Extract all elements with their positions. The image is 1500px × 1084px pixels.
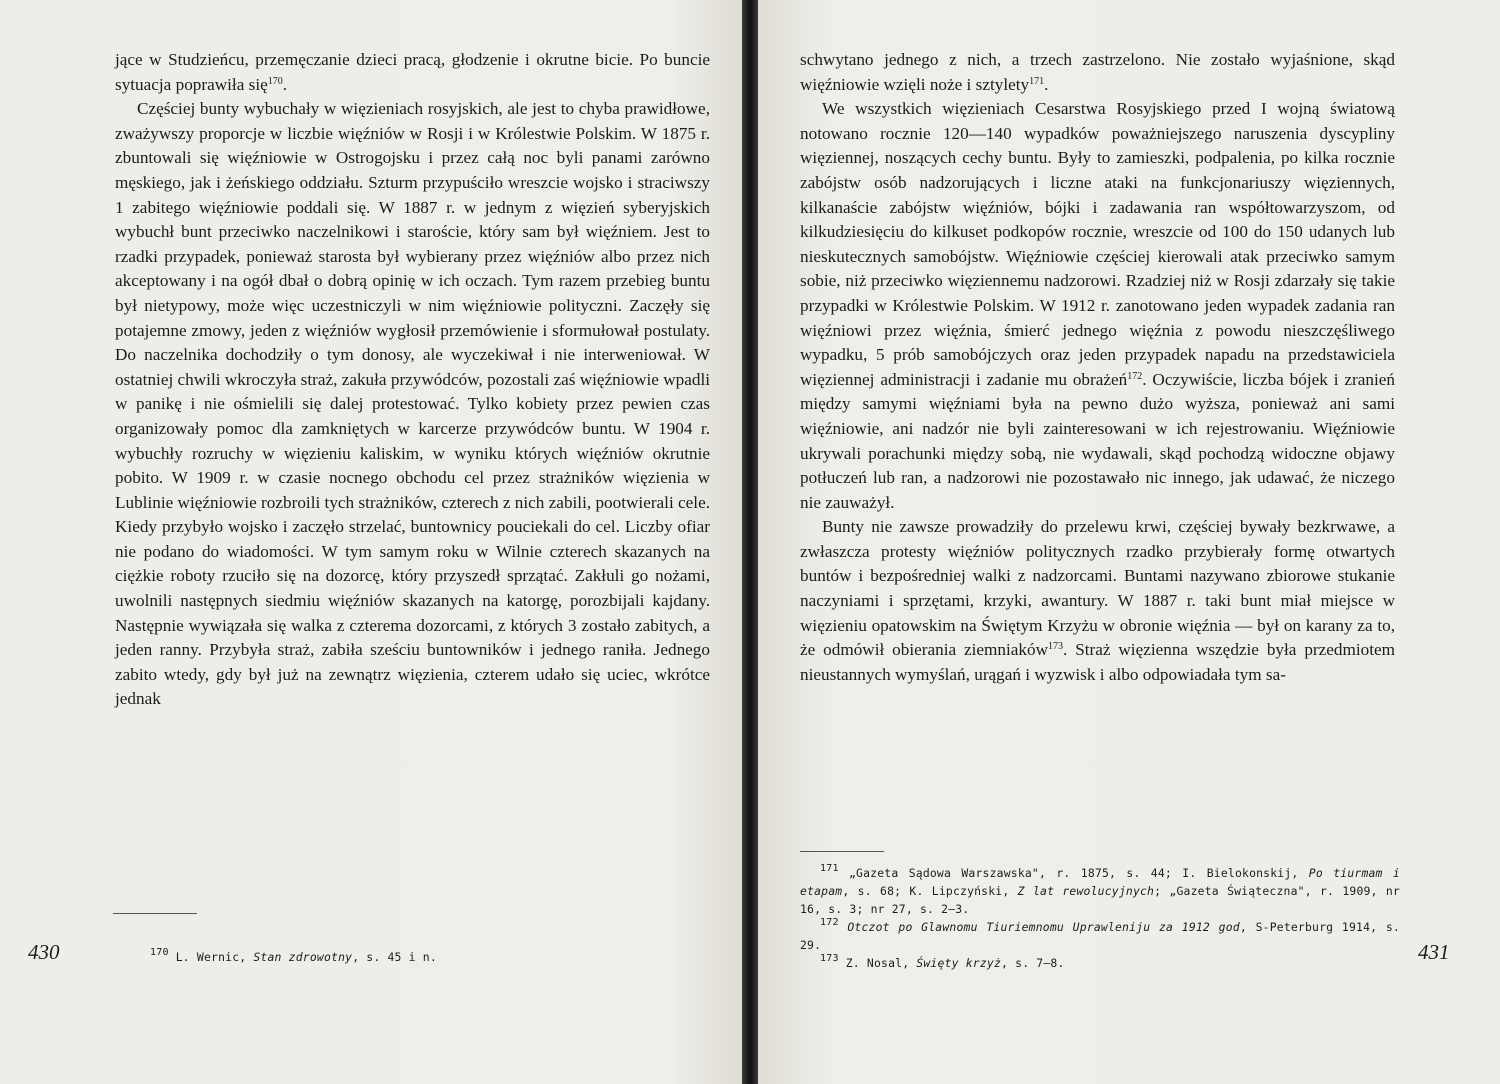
footnote: $^{173}$ Z. Nosal, Święty krzyż, s. 7—8. (820, 953, 1065, 970)
page-number: 431 (1418, 940, 1450, 964)
paragraph: schwytano jednego z nich, a trzech zastrzelono. Nie zostało wyjaśnione, skąd więźniowie wzięli noże i sztylety$^{171}$. (800, 50, 1395, 94)
footnote-divider (800, 851, 884, 852)
footnote-ref: 170 (267, 75, 283, 87)
right-footnotes (800, 864, 1400, 972)
footnote-ref: 172 (1127, 370, 1143, 382)
footnote: $^{172}$ Otczot po Glawnomu Tiuriemnomu Uprawleniju za 1912 god, S-Peterburg 1914, s. 29. (800, 917, 1400, 952)
left-page (0, 0, 742, 1084)
footnote: $^{170}$ L. Wernic, Stan zdrowotny, s. 45 i n. (150, 947, 437, 964)
book-gutter (742, 0, 758, 1084)
footnote-ref: 173 (1048, 641, 1063, 653)
footnote-ref: 171 (1029, 75, 1045, 87)
paragraph: jące w Studzieńcu, przemęczanie dzieci pracą, głodzenie i okrutne bicie. Po buncie sytuacja poprawiła się$^{170}$. (115, 50, 710, 94)
paragraph: Częściej bunty wybuchały w więzieniach rosyjskich, ale jest to chyba prawidłowe, zważywszy proporcje w liczbie więźniów w Rosji i w Królestwie Polskim. W 1875 r. zbuntowali się więźniowie w Ostrogojsku i przez całą noc byli panami zarówno męskiego, jak i żeńskiego oddziału. Szturm przypuściło wreszcie wojsko i straciwszy 1 zabitego więźniowie poddali się. W 1887 r. w jednym z więzień syberyjskich wybuchł bunt przeciwko naczelnikowi i staroście, który sam był więźniem. Jest to rzadki przypadek, ponieważ starosta był wybierany przez więźniów albo przez nich akceptowany i na ogół dbał o dobrą opinię w ich oczach. Tym razem przebieg buntu był nietypowy, może więc uczestniczyli w nim więźniowie polityczni. Zaczęły się potajemne zmowy, jeden z więźniów wygłosił przemówienie i sformułował postulaty. Do naczelnika dochodziły o tym donosy, ale wyczekiwał i nie interweniował. W ostatniej chwili wkroczyła straż, zakuła przywódców, pozostali zaś więźniowie wpadli w panikę i nie ośmielili się dalej protestować. Tylko kobiety przez pewien czas organizowały pomoc dla zamkniętych w karcerze przywódców buntu. W 1904 r. wybuchły rozruchy w więzieniu kaliskim, w wyniku których więźniów okrutnie pobito. W 1909 r. w czasie nocnego obchodu cel przez strażników więzienia w Lublinie więźniowie rozbroili tych strażników, czterech z nich zabili, pootwierali cele. Kiedy przybyło wojsko i zaczęło strzelać, buntownicy pouciekali do cel. Liczby ofiar nie podano do wiadomości. W tym samym roku w Wilnie czterech skazanych na ciężkie roboty rzuciło się na dozorcę, który przyszedł sprzątać. Zakłuli go nożami, uwolnili następnych siedmiu więźniów skazanych na katorgę, porozbijali kajdany. Następnie wywiązała się walka z czterema dozorcami, z których 3 zostało zabitych, a jeden ranny. Przybyła straż, zabiła sześciu buntowników i jednego raniła. Jednego zabito wtedy, gdy był już na zewnątrz więzienia, czterem udało się uciec, wkrótce jednak (115, 99, 710, 709)
page-number: 430 (28, 940, 60, 964)
footnote: $^{171}$ „Gazeta Sądowa Warszawska", r. 1875, s. 44; I. Bielokonskij, Po tiurmam i etapam, s. 68; K. Lipczyński, Z lat rewolucyjnych; „Gazeta Świąteczna", r. 1909, nr 16, s. 3; nr 27, s. 2—3. (800, 863, 1400, 916)
right-body-text (800, 48, 1395, 687)
left-body-text (115, 48, 710, 712)
left-footnotes (130, 948, 730, 966)
paragraph: We wszystkich więzieniach Cesarstwa Rosyjskiego przed I wojną światową notowano rocznie 120—140 wypadków poważniejszego naruszenia dyscypliny więziennej, noszących cechy buntu. Były to zamieszki, podpalenia, po kilka rocznie zabójstw osób nadzorujących i liczne ataki na funkcjonariuszy więziennych, kilkanaście zabójstw więźniów, bójki i zadawania ran współtowarzyszom, od kilkudziesięciu do kilkuset podkopów rocznie, wreszcie od 100 do 150 udanych lub nieskutecznych samobójstw. Więźniowie częściej kierowali atak przeciwko samym sobie, niż przeciwko więziennemu nadzorowi. Rzadziej niż w Rosji zdarzały się takie przypadki w Królestwie Polskim. W 1912 r. zanotowano jeden wypadek zadania ran więźniowi przez więźnia, śmierć jednego więźnia z powodu nieszczęśliwego wypadku, 5 prób samobójczych oraz jeden przypadek napadu na przedstawiciela więziennej administracji i zadanie mu obrażeń$^{172}$. Oczywiście, liczba bójek i zranień między samymi więźniami była na pewno dużo wyższa, ponieważ ani sami więźniowie, ani nadzór nie byli zainteresowani w ich rejestrowaniu. Więźniowie ukrywali porachunki między sobą, nie wydawali, skąd pochodzą widoczne objawy potłuczeń lub ran, a nadzorowi nie pozostawało nic innego, jak udawać, że niczego nie zauważył. (800, 99, 1395, 512)
footnote-divider (113, 913, 197, 914)
right-page (758, 0, 1500, 1084)
paragraph: Bunty nie zawsze prowadziły do przelewu krwi, częściej bywały bezkrwawe, a zwłaszcza protesty więźniów politycznych rzadko przybierały formę otwartych buntów i bezpośredniej walki z nadzorcami. Buntami nazywano zbiorowe stukanie naczyniami i sprzętami, krzyki, awantury. W 1887 r. taki bunt miał miejsce w więzieniu opatowskim na Świętym Krzyżu w obronie więźnia — był on karany za to, że odmówił obierania ziemniaków$^{173}$. Straż więzienna wszędzie była przedmiotem nieustannych wymyślań, urągań i wyzwisk i albo odpowiadała tym sa- (800, 517, 1395, 684)
